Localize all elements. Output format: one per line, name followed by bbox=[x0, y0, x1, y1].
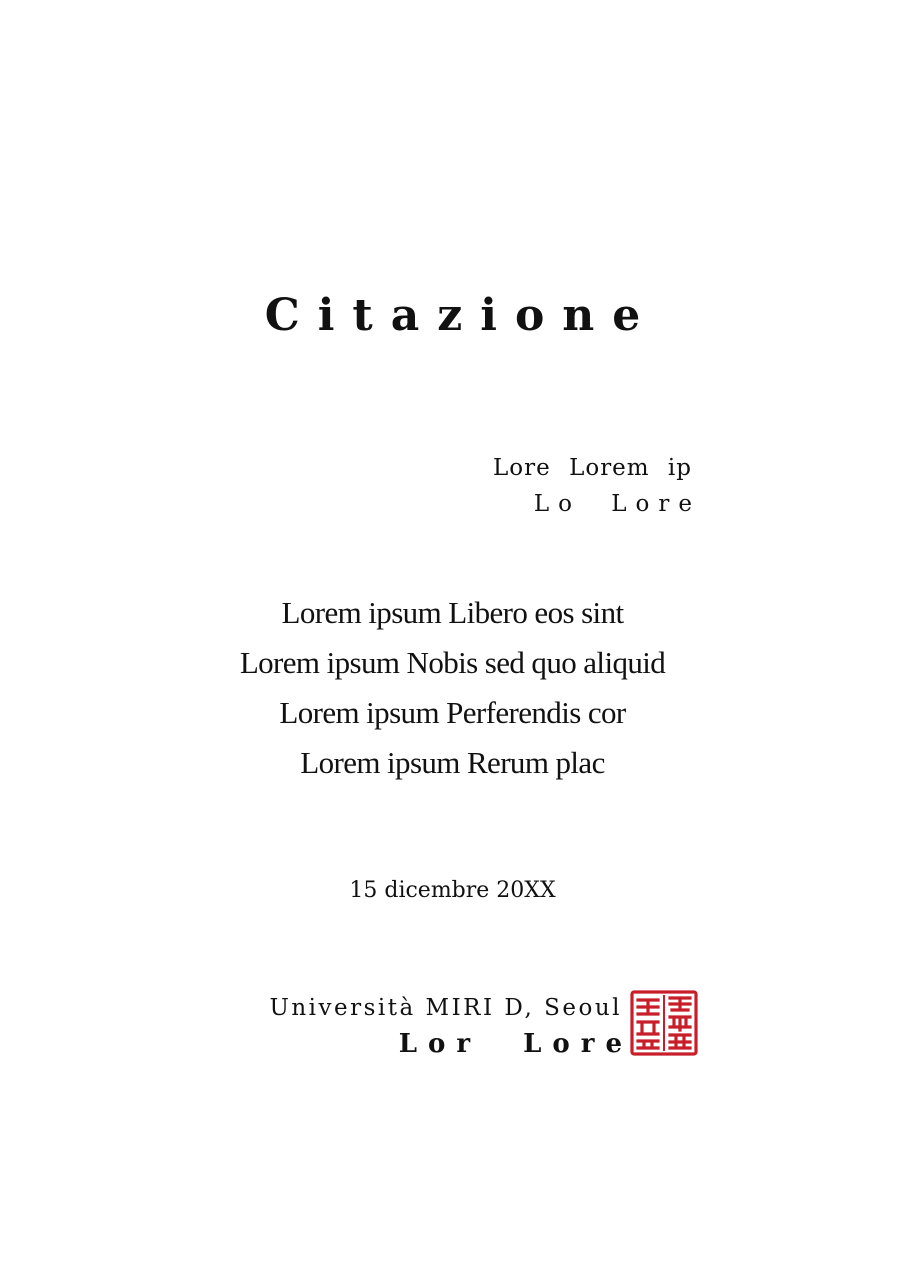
body-line-1: Lorem ipsum Libero eos sint bbox=[281, 595, 624, 630]
issue-date: 15 dicembre 20XX bbox=[349, 878, 556, 903]
recipient-line-1: Lore Lorem ip bbox=[493, 455, 692, 481]
citation-body bbox=[0, 588, 905, 788]
body-line-2: Lorem ipsum Nobis sed quo aliquid bbox=[239, 645, 666, 680]
recipient-block bbox=[493, 450, 701, 522]
signer-name: Lor Lore bbox=[398, 1029, 633, 1059]
signature-block bbox=[269, 990, 633, 1062]
signer-affiliation: Università MIRI D, Seoul bbox=[269, 995, 622, 1021]
body-line-4: Lorem ipsum Rerum plac bbox=[300, 745, 605, 780]
recipient-line-2: Lo Lore bbox=[533, 491, 701, 517]
body-line-3: Lorem ipsum Perferendis cor bbox=[279, 695, 626, 730]
red-seal-stamp-icon bbox=[630, 990, 698, 1056]
document-title: Citazione bbox=[264, 290, 659, 341]
